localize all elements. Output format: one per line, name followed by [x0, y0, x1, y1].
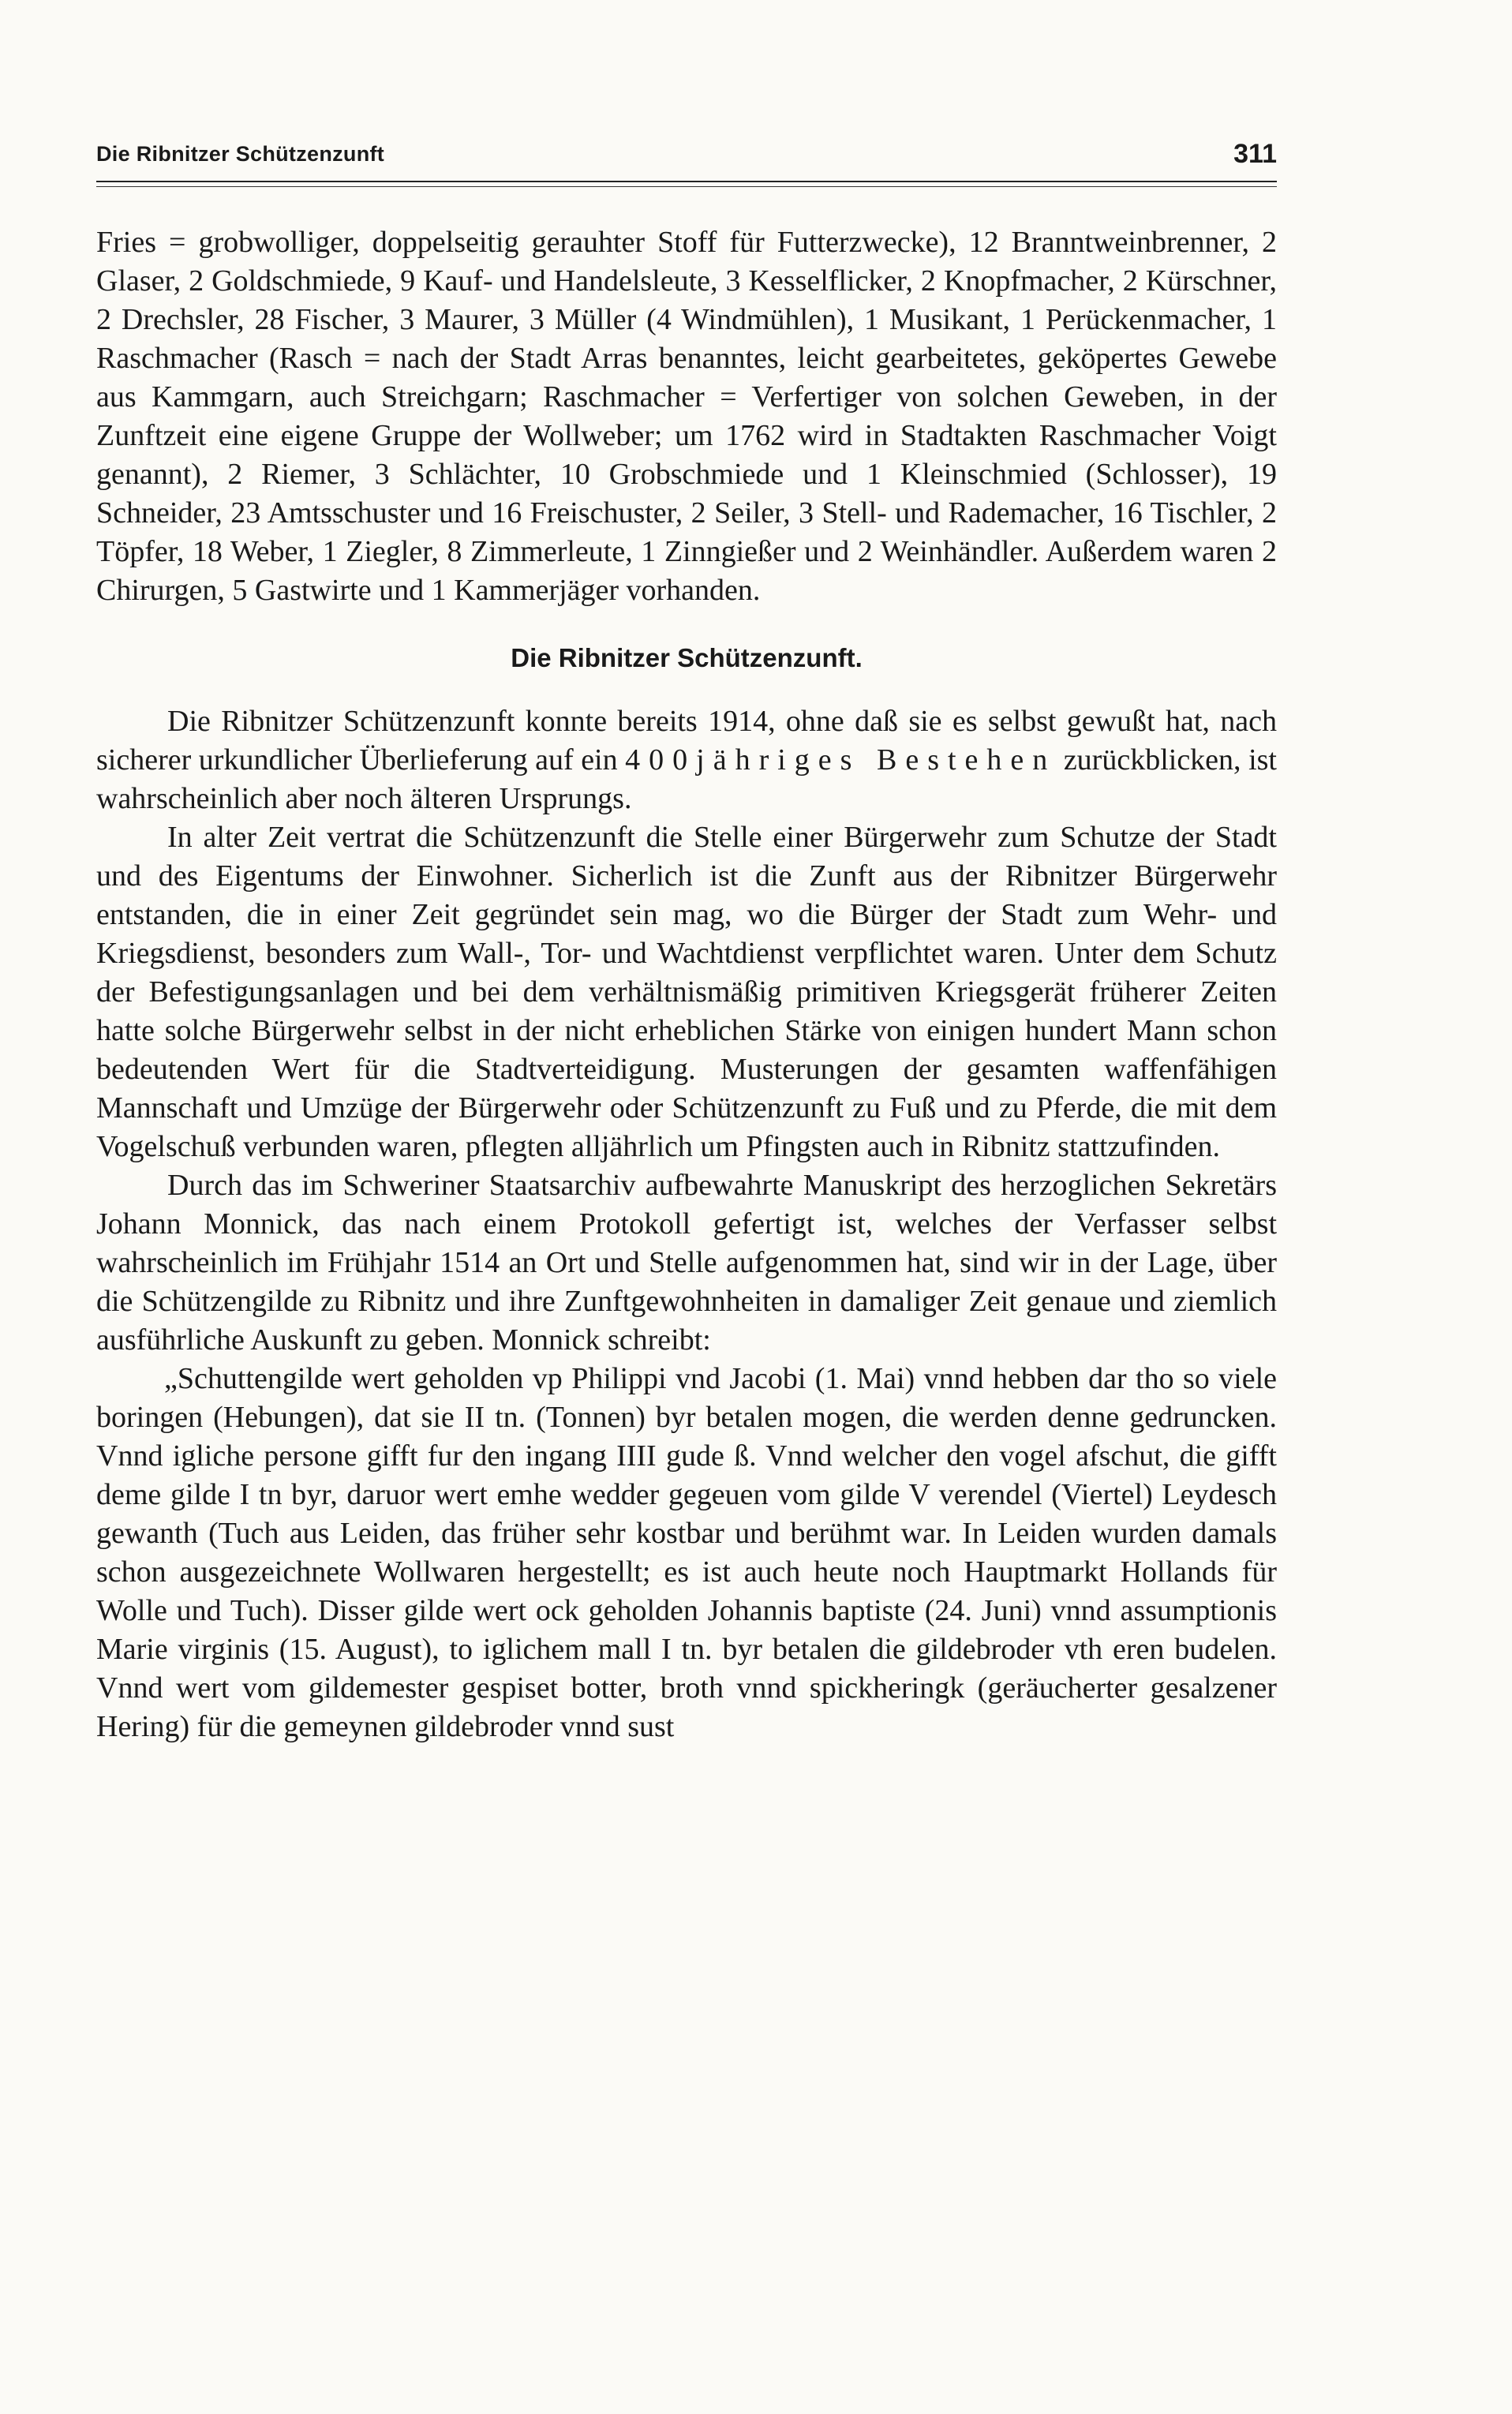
page-number: 311: [1233, 139, 1277, 169]
header-rule-thin: [96, 186, 1277, 187]
paragraph-intro-start: Die Ribnitzer Schützenzunft konnte bereits 1914, ohne daß sie es selbst gewußt hat, nach sicherer urkundlicher Überlieferung auf ein: [96, 705, 1277, 777]
section-heading: Die Ribnitzer Schützenzunft.: [511, 643, 863, 672]
running-head: [96, 139, 1277, 175]
quoted-manuscript-text: „Schuttengilde wert geholden vp Philippi vnd Jacobi (1. Mai) vnnd hebben dar tho so viele boringen (Hebungen), dat sie II tn. (Tonnen) byr betalen mogen, die werden denne gedruncken. Vnnd igliche persone gifft fur den ingang IIII gude ß. Vnnd welcher den vogel afschut, die gifft deme gilde I tn byr, daruor wert emhe wedder gegeuen vom gilde V verendel (Viertel) Leydesch gewanth (Tuch aus Leiden, das früher sehr kostbar und berühmt war. In Leiden wurden damals schon ausgezeichnete Wollwaren hergestellt; es ist auch heute noch Hauptmarkt Hollands für Wolle und Tuch). Disser gilde wert ock geholden Johannis baptiste (24. Juni) vnnd assumptionis Marie virginis (15. August), to iglichem mall I tn. byr betalen die gildebroder vth eren budelen. Vnnd wert vom gildemester gespiset botter, broth vnnd spickheringk (geräucherter gesalzener Hering) für die gemeynen gildebroder vnnd sust: [96, 1362, 1277, 1743]
paragraph-intro-end: zurückblicken, ist wahrscheinlich aber noch älteren Ursprungs.: [96, 743, 1277, 815]
running-title: Die Ribnitzer Schützenzunft: [96, 142, 385, 166]
emphasized-phrase: 400jähriges Bestehen: [625, 743, 1057, 777]
body-text: [96, 223, 1277, 1746]
paragraph-continued-list: Fries = grobwolliger, doppelseitig gerauhter Stoff für Futterzwecke), 12 Branntweinbrenner, 2 Glaser, 2 Goldschmiede, 9 Kauf- und Handelsleute, 3 Kesselflicker, 2 Knopfmacher, 2 Kürschner, 2 Drechsler, 28 Fischer, 3 Maurer, 3 Müller (4 Windmühlen), 1 Musikant, 1 Perückenmacher, 1 Raschmacher (Rasch = nach der Stadt Arras benanntes, leicht gearbeitetes, geköpertes Gewebe aus Kammgarn, auch Streichgarn; Raschmacher = Verfertiger von solchen Geweben, in der Zunftzeit eine eigene Gruppe der Wollweber; um 1762 wird in Stadtakten Raschmacher Voigt genannt), 2 Riemer, 3 Schlächter, 10 Grobschmiede und 1 Kleinschmied (Schlosser), 19 Schneider, 23 Amtsschuster und 16 Freischuster, 2 Seiler, 3 Stell- und Rademacher, 16 Tischler, 2 Töpfer, 18 Weber, 1 Ziegler, 8 Zimmerleute, 1 Zinngießer und 2 Weinhändler. Außerdem waren 2 Chirurgen, 5 Gastwirte und 1 Kammerjäger vorhanden.: [96, 226, 1277, 607]
header-rule: [96, 181, 1277, 182]
paragraph-manuscript: Durch das im Schweriner Staatsarchiv aufbewahrte Manuskript des herzoglichen Sekretärs Johann Monnick, das nach einem Protokoll gefertigt ist, welches der Verfasser selbst wahrscheinlich im Frühjahr 1514 an Ort und Stelle aufgenommen hat, sind wir in der Lage, über die Schützengilde zu Ribnitz und ihre Zunftgewohnheiten in damaliger Zeit genaue und ziemlich ausführliche Auskunft zu geben. Monnick schreibt:: [96, 1169, 1277, 1357]
paragraph-history: In alter Zeit vertrat die Schützenzunft die Stelle einer Bürgerwehr zum Schutze der Stadt und des Eigentums der Einwohner. Sicherlich ist die Zunft aus der Ribnitzer Bürgerwehr entstanden, die in einer Zeit gegründet sein mag, wo die Bürger der Stadt zum Wehr- und Kriegsdienst, besonders zum Wall-, Tor- und Wachtdienst verpflichtet waren. Unter dem Schutz der Befestigungsanlagen und bei dem verhältnismäßig primitiven Kriegsgerät früherer Zeiten hatte solche Bürgerwehr selbst in der nicht erheblichen Stärke von einigen hundert Mann schon bedeutenden Wert für die Stadtverteidigung. Musterungen der gesamten waffenfähigen Mannschaft und Umzüge der Bürgerwehr oder Schützenzunft zu Fuß und zu Pferde, die mit dem Vogelschuß verbunden waren, pflegten alljährlich um Pfingsten auch in Ribnitz stattzufinden.: [96, 821, 1277, 1163]
paragraph-intro: [96, 702, 1277, 818]
